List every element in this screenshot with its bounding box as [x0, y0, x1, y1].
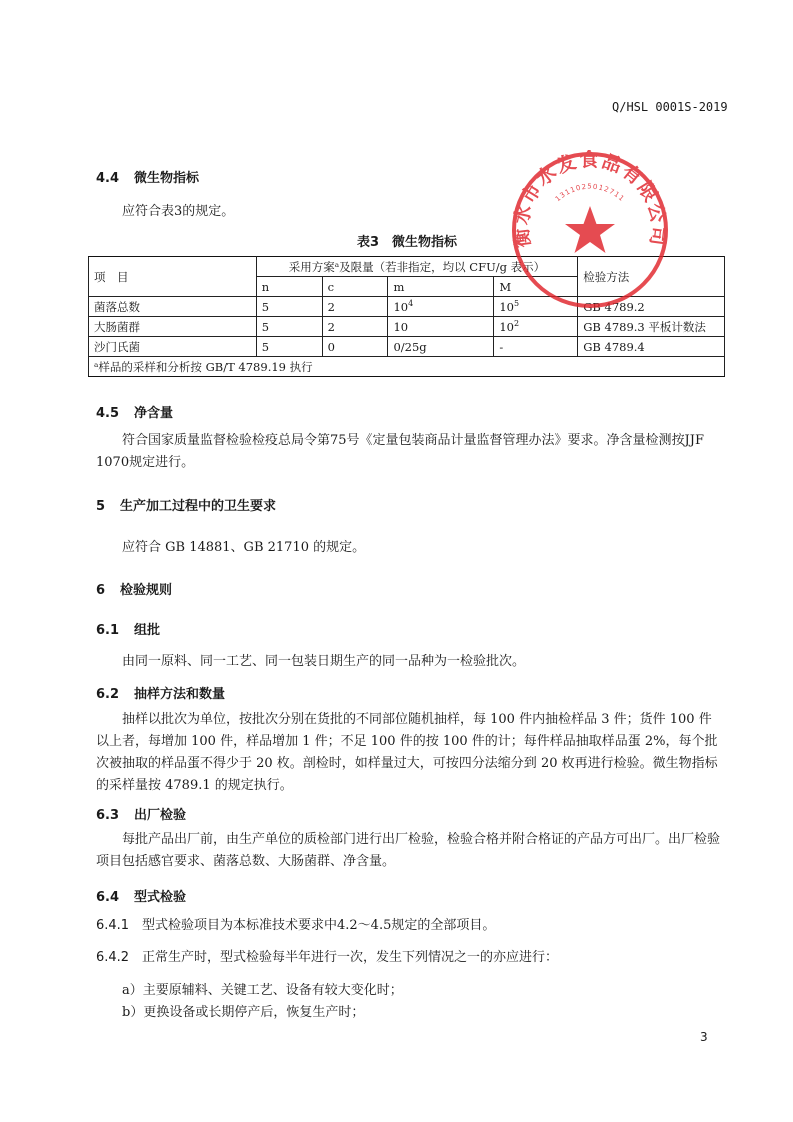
row-M: $10^2$ — [494, 317, 578, 337]
row-m: 10 — [388, 317, 494, 337]
section-6-4-heading — [96, 886, 186, 905]
row-method: GB 4789.4 — [578, 337, 725, 357]
section-5-heading — [96, 495, 276, 514]
subheader-n: n — [256, 277, 322, 297]
table-row — [89, 337, 725, 357]
subheader-m-lower: m — [388, 277, 494, 297]
table-caption: 表3 微生物指标 — [357, 235, 458, 250]
row-n: 5 — [256, 297, 322, 317]
section-number: 6.3 — [96, 808, 120, 823]
row-c: 2 — [322, 317, 388, 337]
stamp-ring-text: 衡水市水发食品有限公司 — [510, 150, 670, 249]
row-c: 2 — [322, 297, 388, 317]
section-number: 4.5 — [96, 406, 120, 421]
section-title: 微生物指标 — [134, 171, 200, 186]
section-number: 6.4.1 — [96, 918, 130, 933]
page-number: 3 — [700, 1030, 708, 1044]
section-4-4-text: 应符合表3的规定。 — [122, 204, 235, 219]
list-item: a）主要原辅料、关键工艺、设备有较大变化时； — [122, 983, 403, 998]
row-n: 5 — [256, 317, 322, 337]
section-title: 生产加工过程中的卫生要求 — [120, 499, 277, 514]
section-4-5-text: 符合国家质量监督检验检疫总局令第75号《定量包装商品计量监督管理办法》要求。净含量检测按JJF 1070规定进行。 — [96, 433, 704, 470]
section-6-4-1 — [96, 914, 495, 933]
section-title: 净含量 — [134, 406, 174, 421]
section-text: 正常生产时，型式检验每半年进行一次，发生下列情况之一的亦应进行： — [142, 950, 559, 965]
row-item: 沙门氏菌 — [89, 337, 257, 357]
section-number: 6.2 — [96, 687, 120, 702]
star-icon — [565, 206, 615, 253]
section-number: 6.4 — [96, 890, 120, 905]
section-number: 6.1 — [96, 623, 120, 638]
table-row — [89, 317, 725, 337]
section-number: 6.4.2 — [96, 950, 130, 965]
section-number: 4.4 — [96, 171, 120, 186]
subheader-m-upper: M — [494, 277, 578, 297]
col-item-header: 项 目 — [89, 257, 257, 297]
col-group-header: 采用方案ᵃ及限量（若非指定，均以 CFU/g 表示） — [256, 257, 578, 277]
section-6-1-heading — [96, 619, 160, 638]
section-title: 抽样方法和数量 — [134, 687, 226, 702]
row-m: $10^4$ — [388, 297, 494, 317]
section-6-4-2 — [96, 946, 558, 965]
table-note-row — [89, 357, 725, 377]
section-4-5-heading — [96, 402, 173, 421]
section-4-4-heading — [96, 167, 199, 186]
row-method: GB 4789.3 平板计数法 — [578, 317, 725, 337]
row-item: 大肠菌群 — [89, 317, 257, 337]
row-n: 5 — [256, 337, 322, 357]
stamp-serial: 1311025012711 — [553, 182, 627, 204]
doc-code: Q/HSL 0001S-2019 — [612, 100, 728, 114]
section-title: 型式检验 — [134, 890, 187, 905]
row-method: GB 4789.2 — [578, 297, 725, 317]
subheader-c: c — [322, 277, 388, 297]
row-c: 0 — [322, 337, 388, 357]
table-footnote: ᵃ样品的采样和分析按 GB/T 4789.19 执行 — [89, 357, 725, 377]
section-text: 型式检验项目为本标准技术要求中4.2～4.5规定的全部项目。 — [142, 918, 496, 933]
section-title: 组批 — [134, 623, 161, 638]
company-seal-icon — [510, 150, 670, 310]
row-m: 0/25g — [388, 337, 494, 357]
section-6-2-heading — [96, 683, 225, 702]
section-6-heading — [96, 579, 172, 598]
row-M: $10^5$ — [494, 297, 578, 317]
list-item: b）更换设备或长期停产后，恢复生产时； — [122, 1005, 365, 1020]
section-6-2-text: 抽样以批次为单位，按批次分别在货批的不同部位随机抽样，每 100 件内抽检样品 3 件；货件 100 件以上者，每增加 100 件，样品增加 1 件；不足 100 件的按 100 件的计；每件样品抽取样品蛋 2%，每个批次被抽取的样品蛋不得少于 20 枚。剖检时，如样量过大，可按四分法缩分到 20 枚再进行检验。微生物指标的采样量按 4789.1 的规定执行。 — [96, 712, 718, 793]
section-number: 5 — [96, 499, 106, 514]
section-title: 出厂检验 — [134, 808, 187, 823]
svg-text:1311025012711 — [554, 183, 626, 204]
row-M: - — [494, 337, 578, 357]
col-method-header: 检验方法 — [578, 257, 725, 297]
section-6-1-text: 由同一原料、同一工艺、同一包装日期生产的同一品种为一检验批次。 — [122, 654, 526, 669]
row-item: 菌落总数 — [89, 297, 257, 317]
section-6-3-text: 每批产品出厂前，由生产单位的质检部门进行出厂检验，检验合格并附合格证的产品方可出厂。出厂检验项目包括感官要求、菌落总数、大肠菌群、净含量。 — [96, 832, 721, 869]
section-6-3-heading — [96, 804, 186, 823]
section-5-text: 应符合 GB 14881、GB 21710 的规定。 — [122, 540, 366, 555]
section-number: 6 — [96, 583, 106, 598]
section-title: 检验规则 — [120, 583, 173, 598]
